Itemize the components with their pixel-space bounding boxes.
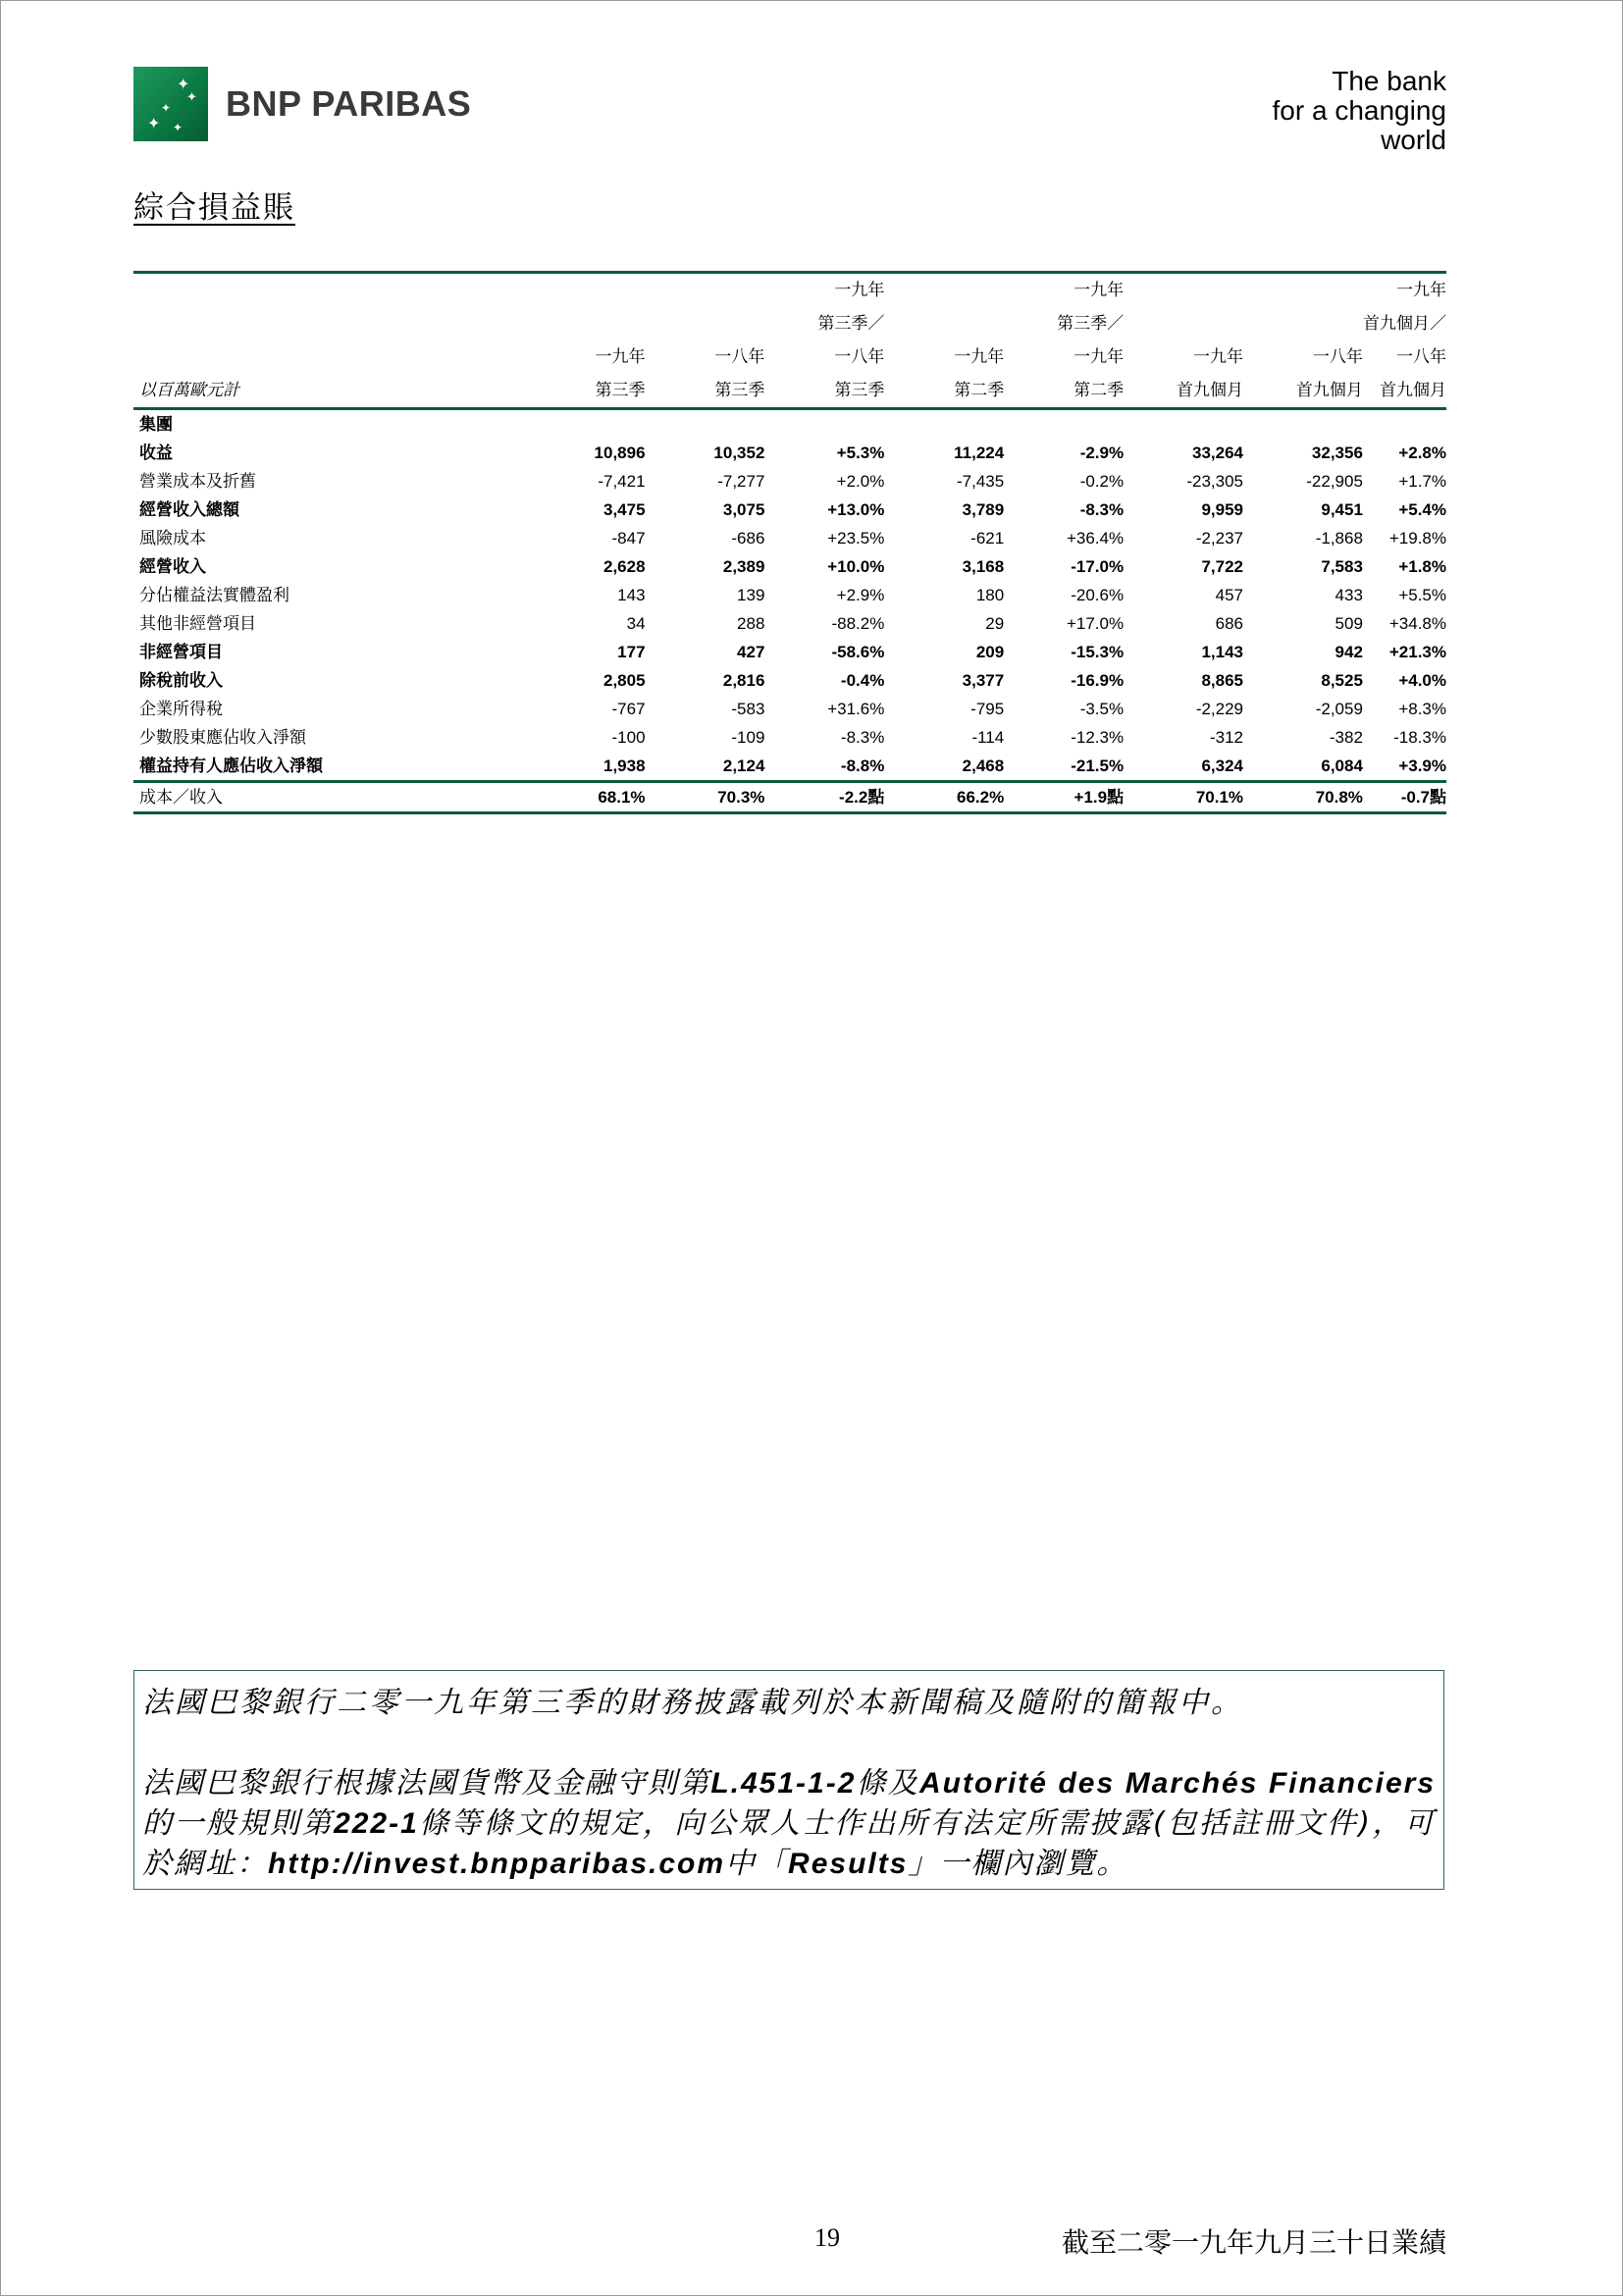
cell-value: 457: [1215, 586, 1244, 604]
cell-value: 180: [975, 586, 1005, 604]
cell-value: +17.0%: [1066, 614, 1125, 633]
cell-value: 177: [617, 643, 646, 661]
column-header: [1124, 307, 1243, 340]
table-row: [133, 524, 1446, 552]
column-header: 第三季: [764, 374, 884, 409]
cell-value: 70.1%: [1124, 782, 1243, 813]
column-header: [526, 307, 646, 340]
cell-value: 1,938: [603, 757, 646, 775]
cell-value: +4.0%: [1398, 671, 1446, 690]
column-header: 一九年: [595, 347, 646, 366]
empty-cell: [1004, 409, 1124, 440]
cell-value: -7,421: [598, 472, 646, 491]
cell-value: 66.2%: [884, 782, 1004, 813]
column-header: [1124, 273, 1243, 308]
column-header: [1243, 273, 1363, 308]
cell-value: -21.5%: [1071, 757, 1125, 775]
column-header: [884, 273, 1004, 308]
cell-value: +36.4%: [1066, 529, 1125, 548]
tagline-line: world: [1381, 125, 1446, 155]
cell-value: 68.1%: [526, 782, 646, 813]
cell-value: 8,525: [1321, 671, 1363, 690]
cell-value: -2,059: [1315, 700, 1363, 718]
column-header: [646, 273, 765, 308]
column-header: 一九年: [1193, 347, 1244, 366]
cell-value: -0.2%: [1079, 472, 1125, 491]
brand-name: BNP PARIBAS: [226, 83, 472, 124]
cell-value: 29: [985, 614, 1005, 633]
column-header: 一九年: [1004, 273, 1124, 308]
cell-value: -8.8%: [840, 757, 885, 775]
cell-value: 1,143: [1201, 643, 1244, 661]
cell-value: -583: [731, 700, 765, 718]
table-row: [133, 552, 1446, 581]
cell-value: 3,789: [962, 500, 1005, 519]
table-row: [133, 496, 1446, 524]
cell-value: -2.2點: [764, 782, 884, 813]
column-header: 第三季／: [1057, 314, 1125, 333]
cell-value: 7,722: [1201, 557, 1244, 576]
row-label: 經營收入: [139, 557, 206, 576]
table-row: [133, 581, 1446, 609]
cell-value: -109: [731, 728, 765, 747]
income-statement-table: [133, 271, 1446, 814]
cell-value: 433: [1335, 586, 1363, 604]
cell-value: 209: [975, 643, 1005, 661]
cell-value: 3,377: [962, 671, 1005, 690]
cell-value: 70.8%: [1243, 782, 1363, 813]
header-row: [133, 273, 1446, 308]
cell-value: 9,959: [1201, 500, 1244, 519]
cell-value: 139: [737, 586, 765, 604]
column-header: 一九年: [954, 347, 1005, 366]
cell-value: 6,324: [1201, 757, 1244, 775]
cell-value: -767: [611, 700, 646, 718]
empty-cell: [1363, 409, 1446, 440]
row-label: 少數股東應佔收入淨額: [139, 728, 306, 747]
column-header: 首九個月: [1243, 374, 1363, 409]
row-label: 成本／收入: [133, 782, 526, 813]
row-label: 企業所得稅: [139, 700, 223, 718]
cell-value: +2.8%: [1398, 444, 1446, 462]
cell-value: -18.3%: [1393, 728, 1446, 747]
cell-value: -621: [970, 529, 1005, 548]
row-label: 營業成本及折舊: [139, 472, 256, 491]
row-label: 除稅前收入: [139, 671, 223, 690]
cell-value: +8.3%: [1398, 700, 1446, 718]
cell-value: 70.3%: [646, 782, 765, 813]
column-header: [884, 307, 1004, 340]
cell-value: 686: [1215, 614, 1244, 633]
row-label: 非經營項目: [139, 643, 223, 661]
cell-value: 2,468: [962, 757, 1005, 775]
cell-value: -8.3%: [840, 728, 885, 747]
cell-value: +23.5%: [827, 529, 885, 548]
column-header: [526, 273, 646, 308]
column-header: 首九個月／: [1363, 314, 1446, 333]
cell-value: 10,896: [594, 444, 646, 462]
footer-note: 截至二零一九年九月三十日業績: [1061, 2226, 1446, 2259]
cell-value: +34.8%: [1388, 614, 1446, 633]
column-header: [646, 307, 765, 340]
cell-value: -7,435: [957, 472, 1005, 491]
cell-value: +1.7%: [1398, 472, 1446, 491]
cell-value: -312: [1209, 728, 1244, 747]
cell-value: +5.5%: [1398, 586, 1446, 604]
disclosure-paragraph-2: 法國巴黎銀行根據法國貨幣及金融守則第L.451-1-2條及Autorité des Marchés Financiers的一般規則第222-1條等條文的規定，向公眾人士作出所有法定所需披露(包括註冊文件)，可於網址：http://invest.bnpparibas.com中「Results」一欄內瀏覽。: [142, 1766, 1437, 1881]
cell-value: -8.3%: [1079, 500, 1125, 519]
cell-value: -382: [1329, 728, 1363, 747]
column-header: 一八年: [1312, 347, 1363, 366]
group-row: [133, 409, 1446, 440]
table-row: [133, 439, 1446, 467]
cost-income-row: [133, 782, 1446, 813]
page-title: 綜合損益賬: [133, 190, 295, 226]
cell-value: -2.9%: [1079, 444, 1125, 462]
empty-cell: [1124, 409, 1243, 440]
header-row: [133, 307, 1446, 340]
column-header: 一九年: [764, 273, 884, 308]
cell-value: 32,356: [1311, 444, 1363, 462]
cell-value: +3.9%: [1398, 757, 1446, 775]
cell-value: +5.4%: [1398, 500, 1446, 519]
empty-cell: [526, 409, 646, 440]
cell-value: 9,451: [1321, 500, 1363, 519]
cell-value: 2,628: [603, 557, 646, 576]
cell-value: +1.9點: [1004, 782, 1124, 813]
empty-cell: [646, 409, 765, 440]
column-header: 第三季: [646, 374, 765, 409]
disclosure-paragraph-1: 法國巴黎銀行二零一九年第三季的財務披露載列於本新聞稿及隨附的簡報中。: [142, 1686, 1243, 1720]
cell-value: -58.6%: [831, 643, 885, 661]
cell-value: +2.9%: [836, 586, 885, 604]
cell-value: 33,264: [1192, 444, 1244, 462]
column-header: 第二季: [884, 374, 1004, 409]
cell-value: -15.3%: [1071, 643, 1125, 661]
table-row: [133, 666, 1446, 695]
cell-value: -0.4%: [840, 671, 885, 690]
empty-cell: [1243, 409, 1363, 440]
cell-value: -16.9%: [1071, 671, 1125, 690]
unit-label: [133, 307, 526, 340]
cell-value: +13.0%: [827, 500, 885, 519]
cell-value: -686: [731, 529, 765, 548]
cell-value: 942: [1335, 643, 1363, 661]
cell-value: +1.8%: [1398, 557, 1446, 576]
column-header: 第三季／: [817, 314, 885, 333]
row-label: 權益持有人應佔收入淨額: [139, 757, 323, 775]
cell-value: +5.3%: [836, 444, 885, 462]
column-header: 一九年: [1363, 273, 1446, 308]
row-label: 收益: [139, 444, 173, 462]
cell-value: -23,305: [1186, 472, 1244, 491]
cell-value: -3.5%: [1079, 700, 1125, 718]
unit-label: 以百萬歐元計: [133, 374, 526, 409]
cell-value: -1,868: [1315, 529, 1363, 548]
table-row: [133, 638, 1446, 666]
table-row: [133, 695, 1446, 723]
cell-value: -12.3%: [1071, 728, 1125, 747]
cell-value: 2,124: [722, 757, 765, 775]
cell-value: 6,084: [1321, 757, 1363, 775]
cell-value: 3,075: [722, 500, 765, 519]
cell-value: -2,237: [1195, 529, 1244, 548]
cell-value: +31.6%: [827, 700, 885, 718]
column-header: 首九個月: [1124, 374, 1243, 409]
disclosure-box: [133, 1670, 1444, 1890]
cell-value: -20.6%: [1071, 586, 1125, 604]
cell-value: 2,805: [603, 671, 646, 690]
cell-value: 11,224: [954, 444, 1005, 462]
cell-value: 34: [626, 614, 646, 633]
row-label: 經營收入總額: [139, 500, 239, 519]
cell-value: -22,905: [1306, 472, 1363, 491]
column-header: 首九個月: [1363, 374, 1446, 409]
cell-value: 427: [737, 643, 765, 661]
cell-value: -847: [611, 529, 646, 548]
cell-value: 3,168: [962, 557, 1005, 576]
brand-logo: [133, 67, 471, 141]
cell-value: 288: [737, 614, 765, 633]
cell-value: 509: [1335, 614, 1363, 633]
header-row: [133, 374, 1446, 409]
row-label: 其他非經營項目: [139, 614, 256, 633]
group-label: 集團: [139, 415, 173, 434]
column-header: 一八年: [834, 347, 885, 366]
header-row: [133, 340, 1446, 374]
empty-cell: [884, 409, 1004, 440]
cell-value: 2,816: [722, 671, 765, 690]
cell-value: 7,583: [1321, 557, 1363, 576]
cell-value: -0.7點: [1363, 782, 1446, 813]
cell-value: +21.3%: [1388, 643, 1446, 661]
cell-value: -2,229: [1195, 700, 1244, 718]
column-header: 第二季: [1004, 374, 1124, 409]
column-header: [1243, 307, 1363, 340]
column-header: 一九年: [1073, 347, 1125, 366]
unit-label: [133, 340, 526, 374]
cell-value: -17.0%: [1071, 557, 1125, 576]
row-label: 分佔權益法實體盈利: [139, 586, 289, 604]
page-number: 19: [814, 2223, 840, 2252]
cell-value: 10,352: [713, 444, 765, 462]
cell-value: -114: [971, 728, 1005, 747]
column-header: 一八年: [714, 347, 765, 366]
row-label: 風險成本: [139, 529, 206, 548]
column-header: 第三季: [526, 374, 646, 409]
cell-value: -100: [611, 728, 646, 747]
cell-value: -88.2%: [831, 614, 885, 633]
bnp-stars-logo-icon: ✦ ✦ ✦ ✦ ✦: [133, 67, 208, 141]
cell-value: -7,277: [717, 472, 765, 491]
table-row: [133, 752, 1446, 782]
tagline-line: The bank: [1332, 66, 1446, 96]
cell-value: 8,865: [1201, 671, 1244, 690]
cell-value: 3,475: [603, 500, 646, 519]
cell-value: 143: [617, 586, 646, 604]
cell-value: +19.8%: [1388, 529, 1446, 548]
empty-cell: [764, 409, 884, 440]
column-header: 一八年: [1396, 347, 1446, 366]
brand-tagline: [1273, 67, 1446, 155]
cell-value: +10.0%: [827, 557, 885, 576]
table-row: [133, 467, 1446, 496]
cell-value: +2.0%: [836, 472, 885, 491]
table-row: [133, 609, 1446, 638]
table-row: [133, 723, 1446, 752]
cell-value: -795: [970, 700, 1005, 718]
cell-value: 2,389: [722, 557, 765, 576]
tagline-line: for a changing: [1272, 95, 1446, 126]
unit-label: [133, 273, 526, 308]
